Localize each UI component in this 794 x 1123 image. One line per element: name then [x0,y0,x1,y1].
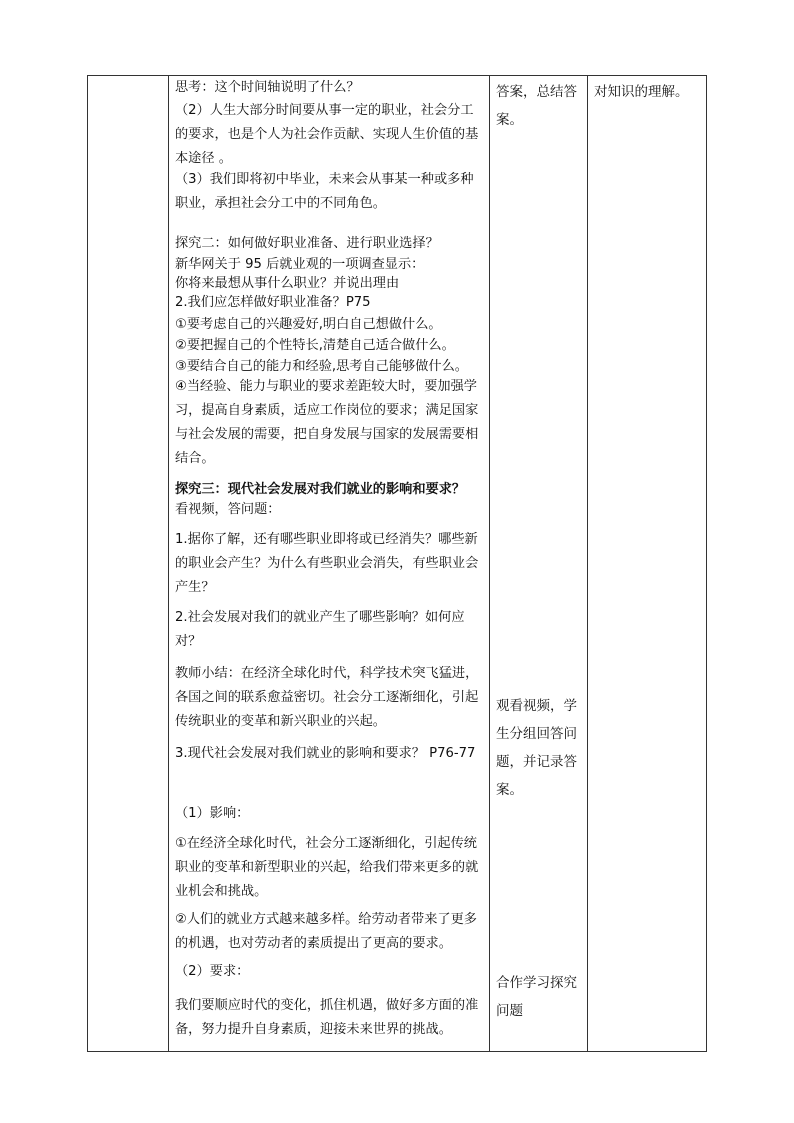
question-1: 1.据你了解，还有哪些职业即将或已经消失？哪些新的职业会产生？为什么有些职业会消失，有些职业会产生？ [175,532,479,595]
requirement-heading: （2）要求： [175,964,250,979]
activity-summary: 答案，总结答案。 [496,84,577,128]
video-instruction: 看视频，答问题： [175,502,281,517]
explore-2-title: 探究二：如何做好职业准备、进行职业选择？ [175,236,439,251]
explore-3-title: 探究三：现代社会发展对我们就业的影响和要求？ [175,482,466,497]
answer-item-2: ②要把握自己的个性特长,清楚自己适合做什么。 [175,338,455,353]
answer-item-1: ①要考虑自己的兴趣爱好,明白自己想做什么。 [175,317,442,332]
point-2: （2）人生大部分时间要从事一定的职业，社会分工的要求，也是个人为社会作贡献、实现人生价值的基本途径 。 [175,103,479,166]
think-question: 思考：这个时间轴说明了什么？ [175,80,360,95]
impact-item-1: ①在经济全球化时代，社会分工逐渐细化，引起传统职业的变革和新型职业的兴起，给我们带来更多的就业机会和挑战。 [175,836,479,899]
impact-heading: （1）影响： [175,806,250,821]
activity-video: 观看视频，学生分组回答问题，并记录答案。 [496,698,577,798]
question-2: 2.我们应怎样做好职业准备？P75 [175,295,371,310]
student-activity-cell [490,76,588,1051]
survey-intro: 新华网关于 95 后就业观的一项调查显示： [175,257,425,272]
point-3: （3）我们即将初中毕业，未来会从事某一种或多种职业，承担社会分工中的不同角色。 [175,172,474,211]
answer-item-4: ④当经验、能力与职业的要求差距较大时，要加强学习，提高自身素质，适应工作岗位的要求；满足国家与社会发展的需要，把自身发展与国家的发展需要相结合。 [175,379,479,466]
question-3: 3.现代社会发展对我们就业的影响和要求？ P76-77 [175,746,476,761]
intent-understanding: 对知识的理解。 [594,84,689,100]
teaching-content-cell [169,76,490,1051]
impact-item-2: ②人们的就业方式越来越多样。给劳动者带来了更多的机遇，也对劳动者的素质提出了更高的要求。 [175,912,477,951]
requirement-text: 我们要顺应时代的变化，抓住机遇，做好多方面的准备，努力提升自身素质，迎接未来世界的挑战。 [175,998,479,1037]
question-2b: 2.社会发展对我们的就业产生了哪些影响？如何应对？ [175,610,465,649]
survey-question: 你将来最想从事什么职业？并说出理由 [175,276,400,291]
answer-item-3: ③要结合自己的能力和经验,思考自己能够做什么。 [175,359,468,374]
lesson-plan-table [87,75,707,1052]
teacher-summary: 教师小结：在经济全球化时代，科学技术突飞猛进，各国之间的联系愈益密切。社会分工逐渐细化，引起传统职业的变革和新兴职业的兴起。 [175,666,479,729]
activity-cooperate: 合作学习探究问题 [496,975,577,1019]
design-intent-cell [588,76,707,1051]
